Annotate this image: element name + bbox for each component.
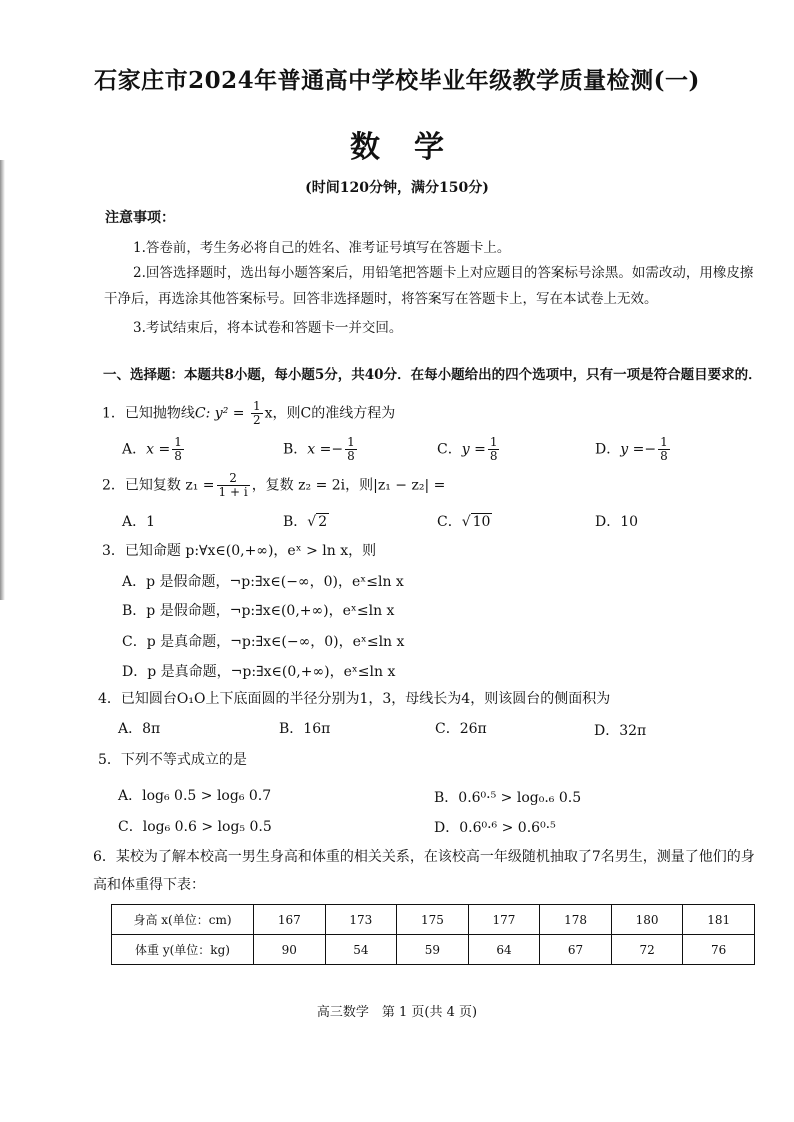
page-footer: 高三数学 第 1 页(共 4 页) [316, 1005, 478, 1020]
table-cell: 175 [397, 905, 469, 935]
table-cell: 64 [468, 935, 540, 965]
q2-fraction: $\frac{2}{1 + i}$ [218, 471, 248, 499]
q1-option-b: B．x =− $\frac{1}{8}$ [283, 435, 355, 463]
q4-option-a: A．8π [118, 721, 161, 737]
question-2: 2．已知复数 z₁ = $\frac{2}{1 + i}$ ，复数 z₂ = 2i，则|z₁ − z₂| = [102, 471, 446, 499]
table-cell: 54 [325, 935, 397, 965]
q1-fraction: $\frac{1}{2}$ [252, 399, 261, 427]
q5-option-d: D．0.6⁰·⁶ > 0.6⁰·⁵ [434, 820, 556, 836]
q2-option-d: D．10 [595, 514, 639, 530]
notice-item-1: 1.答卷前，考生务必将自己的姓名、准考证号填写在答题卡上。 [133, 240, 511, 256]
question-5: 5．下列不等式成立的是 [98, 752, 247, 768]
q3-option-a: A．p 是假命题，¬p:∃x∈(−∞，0)，eˣ≤ln x [122, 574, 404, 590]
q1-option-c: C．y = $\frac{1}{8}$ [437, 435, 498, 463]
exam-title: 石家庄市2024年普通高中学校毕业年级教学质量检测(一) [94, 67, 700, 94]
notice-item-2-line-2: 干净后，再选涂其他答案标号。回答非选择题时，将答案写在答题卡上，写在本试卷上无效。 [104, 291, 658, 307]
table-cell: 181 [683, 905, 755, 935]
height-weight-table [111, 904, 755, 965]
question-6-line-2: 高和体重得下表： [93, 877, 205, 893]
table-cell: 76 [683, 935, 755, 965]
question-4: 4．已知圆台O₁O上下底面圆的半径分别为1，3，母线长为4，则该圆台的侧面积为 [98, 691, 611, 707]
q2-option-b: B．√ 2 [283, 514, 328, 530]
q1-option-a: A．x = $\frac{1}{8}$ [122, 435, 182, 463]
notice-item-3: 3.考试结束后，将本试卷和答题卡一并交回。 [133, 320, 403, 336]
table-cell: 72 [611, 935, 683, 965]
q3-option-c: C．p 是真命题，¬p:∃x∈(−∞，0)，eˣ≤ln x [122, 634, 405, 650]
table-cell: 178 [540, 905, 612, 935]
table-cell: 167 [254, 905, 326, 935]
table-row-header: 体重 y(单位：kg) [112, 935, 254, 965]
q2-option-c: C．√ 10 [437, 514, 491, 530]
q5-option-c: C．log₆ 0.6 > log₅ 0.5 [118, 819, 272, 835]
table-row-header: 身高 x(单位：cm) [112, 905, 254, 935]
table-cell: 90 [254, 935, 326, 965]
subject-title: 数学 [350, 130, 478, 165]
notice-heading: 注意事项： [105, 210, 175, 226]
table-row [112, 905, 755, 935]
question-3: 3．已知命题 p:∀x∈(0,+∞)，eˣ > ln x，则 [102, 543, 377, 559]
question-1: 1．已知抛物线C: y² = $\frac{1}{2}$ x，则C的准线方程为 [102, 399, 396, 427]
q1-option-d: D．y =− $\frac{1}{8}$ [595, 435, 668, 463]
table-cell: 177 [468, 905, 540, 935]
table-cell: 59 [397, 935, 469, 965]
q4-option-c: C．26π [435, 721, 487, 737]
table-cell: 173 [325, 905, 397, 935]
q3-option-d: D．p 是真命题，¬p:∃x∈(0,+∞)，eˣ≤ln x [122, 664, 396, 680]
q2-option-a: A．1 [122, 514, 156, 530]
q3-option-b: B．p 是假命题，¬p:∃x∈(0,+∞)，eˣ≤ln x [122, 603, 395, 619]
notice-item-2-line-1: 2.回答选择题时，选出每小题答案后，用铅笔把答题卡上对应题目的答案标号涂黑。如需改动，用橡皮擦 [133, 265, 754, 281]
table-row [112, 935, 755, 965]
question-6-line-1: 6．某校为了解本校高一男生身高和体重的相关关系，在该校高一年级随机抽取了7名男生，测量了他们的身 [93, 849, 755, 865]
q5-option-b: B．0.6⁰·⁵ > log₀.₆ 0.5 [434, 790, 582, 806]
q4-option-b: B．16π [279, 721, 331, 737]
table-cell: 180 [611, 905, 683, 935]
scan-shadow [0, 160, 5, 600]
time-note: (时间120分钟，满分150分) [305, 180, 489, 196]
section-heading: 一、选择题：本题共8小题，每小题5分，共40分．在每小题给出的四个选项中，只有一项是符合题目要求的． [103, 367, 762, 383]
table-cell: 67 [540, 935, 612, 965]
q5-option-a: A．log₆ 0.5 > log₆ 0.7 [118, 788, 272, 804]
q4-option-d: D．32π [594, 723, 647, 739]
